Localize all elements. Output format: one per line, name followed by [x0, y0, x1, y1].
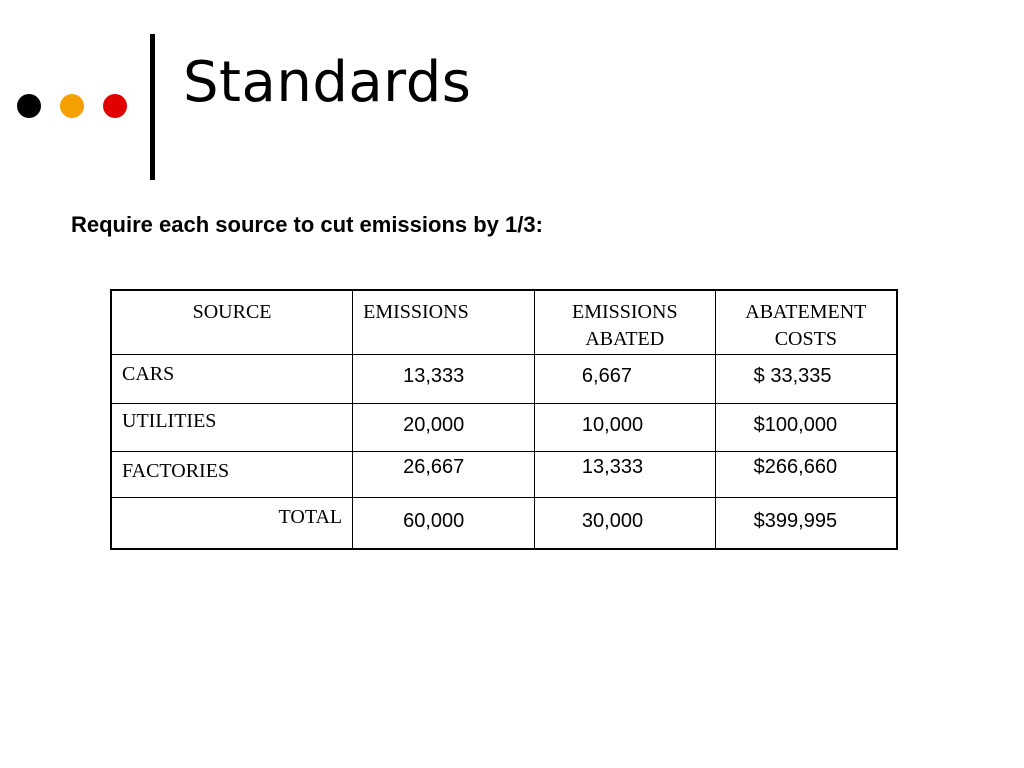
cell-emissions — [353, 354, 535, 403]
header-abated-line1: EMISSIONS — [571, 301, 678, 323]
cell-total-emissions — [353, 497, 535, 549]
table-row — [111, 403, 897, 451]
table-row — [111, 451, 897, 497]
cell-emissions — [353, 451, 535, 497]
value-abated: 6,667 — [581, 364, 632, 387]
header-abated-line2: ABATED — [585, 328, 665, 350]
value-total-costs: $399,995 — [753, 509, 838, 532]
cell-total-abated — [534, 497, 715, 549]
black-dot — [17, 94, 41, 118]
header-costs-line1: ABATEMENT — [745, 301, 867, 323]
bullet-dots — [17, 94, 127, 118]
header-costs-line2: COSTS — [774, 328, 837, 350]
cell-total-costs — [715, 497, 897, 549]
cell-costs — [715, 451, 897, 497]
table-total-row — [111, 497, 897, 549]
value-abated: 10,000 — [581, 413, 644, 436]
cell-source: FACTORIES — [111, 451, 353, 497]
value-emissions: 13,333 — [403, 364, 465, 387]
value-emissions: 20,000 — [403, 413, 465, 436]
value-emissions: 26,667 — [403, 455, 465, 478]
value-costs: $ 33,335 — [753, 364, 832, 387]
cell-abated — [534, 354, 715, 403]
table-row — [111, 354, 897, 403]
value-total-abated: 30,000 — [581, 509, 644, 532]
value-abated: 13,333 — [581, 455, 644, 478]
header-emissions: EMISSIONS — [353, 290, 535, 354]
red-dot — [103, 94, 127, 118]
cell-emissions — [353, 403, 535, 451]
value-total-emissions: 60,000 — [403, 509, 465, 532]
cell-source: UTILITIES — [111, 403, 353, 451]
title-divider — [150, 34, 155, 180]
slide-title: Standards — [183, 50, 472, 115]
cell-total-label: TOTAL — [111, 497, 353, 549]
cell-abated — [534, 451, 715, 497]
header-emissions-abated — [534, 290, 715, 354]
header-source: SOURCE — [111, 290, 353, 354]
cell-costs — [715, 403, 897, 451]
header-abatement-costs — [715, 290, 897, 354]
value-costs: $266,660 — [753, 455, 838, 478]
emissions-table — [110, 289, 898, 550]
cell-abated — [534, 403, 715, 451]
cell-costs — [715, 354, 897, 403]
table-header-row — [111, 290, 897, 354]
slide-subtitle: Require each source to cut emissions by 1/3: — [71, 212, 543, 237]
cell-source: CARS — [111, 354, 353, 403]
orange-dot — [60, 94, 84, 118]
value-costs: $100,000 — [753, 413, 838, 436]
